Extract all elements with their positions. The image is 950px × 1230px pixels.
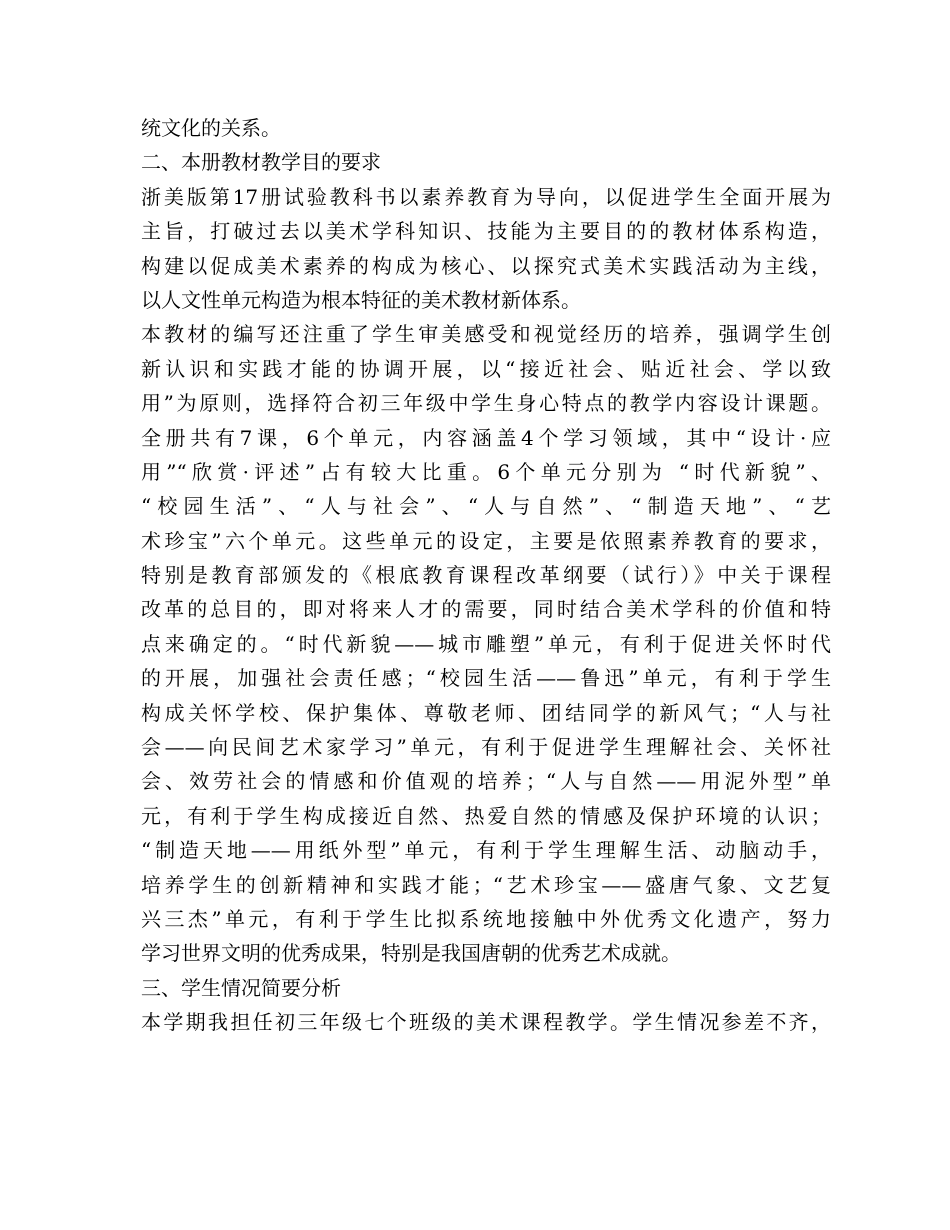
text-line: 会——向民间艺术家学习”单元，有利于促进学生理解社会、关怀社: [141, 735, 831, 760]
text-line: 兴三杰”单元，有利于学生比拟系统地接触中外优秀文化遗产，努力: [141, 906, 831, 931]
document-body: [141, 111, 831, 1040]
text-line: 本学期我担任初三年级七个班级的美术课程教学。学生情况参差不齐，: [141, 1010, 831, 1035]
text-line: 用”为原则，选择符合初三年级中学生身心特点的教学内容设计课题。: [141, 391, 831, 416]
text-line: 术珍宝”六个单元。这些单元的设定，主要是依照素养教育的要求，: [141, 528, 831, 553]
text-line: “制造天地——用纸外型”单元，有利于学生理解生活、动脑动手，: [141, 838, 831, 863]
text-line: 统文化的关系。: [141, 116, 281, 140]
text-line: 本教材的编写还注重了学生审美感受和视觉经历的培养，强调学生创: [141, 322, 831, 347]
text-line: 会、效劳社会的情感和价值观的培养；“人与自然——用泥外型”单: [141, 769, 831, 794]
text-line: “校园生活”、“人与社会”、“人与自然”、“制造天地”、“艺: [141, 494, 831, 519]
text-line: 全册共有7课，6个单元，内容涵盖4个学习领域，其中“设计·应: [141, 425, 831, 450]
section-heading: 三、学生情况简要分析: [141, 975, 341, 1000]
text-line: 新认识和实践才能的协调开展，以“接近社会、贴近社会、学以致: [141, 356, 831, 381]
text-line: 培养学生的创新精神和实践才能；“艺术珍宝——盛唐气象、文艺复: [141, 872, 831, 897]
text-line: 构建以促成美术素养的构成为核心、以探究式美术实践活动为主线，: [141, 253, 831, 278]
text-line: 元，有利于学生构成接近自然、热爱自然的情感及保护环境的认识；: [141, 803, 831, 828]
text-line: 构成关怀学校、保护集体、尊敬老师、团结同学的新风气；“人与社: [141, 700, 831, 725]
text-line: 主旨，打破过去以美术学科知识、技能为主要目的的教材体系构造，: [141, 219, 831, 244]
text-line: 以人文性单元构造为根本特征的美术教材新体系。: [141, 287, 581, 312]
text-line: 点来确定的。“时代新貌——城市雕塑”单元，有利于促进关怀时代: [141, 631, 831, 656]
text-line: 改革的总目的，即对将来人才的需要，同时结合美术学科的价值和特: [141, 597, 831, 622]
text-line: 浙美版第17册试验教科书以素养教育为导向，以促进学生全面开展为: [141, 184, 831, 209]
text-line: 学习世界文明的优秀成果，特别是我国唐朝的优秀艺术成就。: [141, 941, 681, 966]
section-heading: 二、本册教材教学目的要求: [141, 150, 381, 175]
text-line: 特别是教育部颁发的《根底教育课程改革纲要（试行）》中关于课程: [141, 563, 831, 588]
text-line: 用”“欣赏·评述”占有较大比重。6个单元分别为 “时代新貌”、: [141, 459, 831, 484]
text-line: 的开展，加强社会责任感；“校园生活——鲁迅”单元，有利于学生: [141, 666, 831, 691]
